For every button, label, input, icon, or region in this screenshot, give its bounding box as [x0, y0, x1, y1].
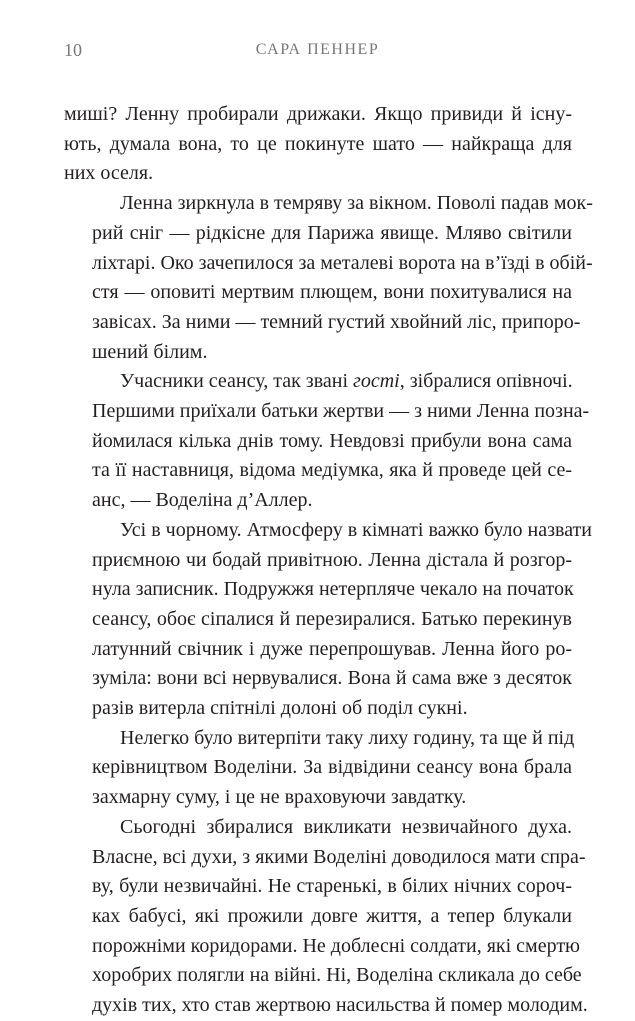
- text-line: керівництвом Воделіни. За відвідини сеансу вона брала: [92, 756, 572, 779]
- text-line: Першими приїхали батьки жертви — з ними Ленна позна-: [92, 400, 590, 423]
- text-line: ліхтарі. Око зачепилося за металеві ворота на в’їзді в обій-: [92, 251, 593, 274]
- paragraph-4: [64, 516, 592, 724]
- text-line: порожніми коридорами. Не доблесні солдати, які смертю: [92, 934, 580, 957]
- text-line: Ленна зиркнула в темряву за вікном. Поволі падав мок-: [120, 192, 593, 215]
- body-text: [64, 100, 593, 1021]
- text-line: них оселя.: [64, 162, 154, 185]
- text-line: Усі в чорному. Атмосферу в кімнаті важко було назвати: [120, 518, 592, 541]
- text-line: разів витерла спітнілі долоні об поділ сукні.: [92, 697, 468, 720]
- text-line: духів тих, хто став жертвою насильства й помер молодим.: [92, 994, 588, 1017]
- paragraph-2: [64, 189, 593, 367]
- text-line: завісах. За ними — темний густий хвойний ліс, припоро-: [92, 310, 581, 333]
- text-line: шений білим.: [92, 340, 208, 363]
- page-number: 10: [64, 40, 82, 60]
- text-line: Нелегко було витерпіти таку лиху годину, та ще й під: [120, 726, 575, 749]
- text-line: приємною чи бодай привітною. Ленна дістала й розгор-: [92, 548, 572, 571]
- text-line: латунний свічник і дуже перепрошував. Ленна його ро-: [92, 637, 572, 660]
- paragraph-5: [64, 724, 575, 813]
- running-head: САРА ПЕННЕР: [255, 41, 380, 58]
- text-line: Сьогодні збиралися викликати незвичайного духа.: [120, 815, 572, 838]
- text-line: Власне, всі духи, з якими Воделіні доводилося мати спра-: [92, 845, 586, 868]
- text-line: стя — оповиті мертвим плющем, вони похитувалися на: [92, 281, 572, 304]
- paragraph-3: [64, 367, 590, 516]
- text-line: анс, — Воделіна д’Аллер.: [92, 489, 313, 512]
- paragraph-6: [64, 813, 588, 1021]
- text-line: ють, думала вона, то це покинуте шато — найкраща для: [64, 132, 572, 155]
- page-header: [64, 40, 571, 62]
- text-line: та її наставниця, відома медіумка, яка й проведе цей се-: [92, 459, 572, 482]
- text-line: сеансу, обоє сіпалися й перезиралися. Батько перекинув: [92, 607, 572, 630]
- text-line: йомилася кілька днів тому. Невдовзі прибули вона сама: [92, 429, 572, 452]
- text-line: захмарну суму, і це не враховуючи завдатку.: [92, 786, 467, 809]
- text-line: зуміла: вони всі нервувалися. Вона й сама вже з десяток: [92, 667, 572, 690]
- italic-word: гості: [353, 370, 400, 393]
- text-line: хоробрих полягли на війні. Ні, Воделіна скликала до себе: [92, 964, 582, 987]
- text-line: ву, були незвичайні. Не старенькі, в білих нічних сороч-: [92, 875, 572, 898]
- text-line: рий сніг — рідкісне для Парижа явище. Мляво світили: [92, 221, 572, 244]
- text-line: ках бабусі, які прожили довге життя, а тепер блукали: [92, 904, 572, 927]
- text-line: Учасники сеансу, так звані гості, зібралися опівночі.: [120, 370, 573, 393]
- text-line: нула записник. Подружжя нетерпляче чекало на початок: [92, 578, 574, 601]
- text-line: миші? Ленну пробирали дрижаки. Якщо привиди й існу-: [64, 103, 572, 125]
- paragraph-1: [64, 100, 572, 189]
